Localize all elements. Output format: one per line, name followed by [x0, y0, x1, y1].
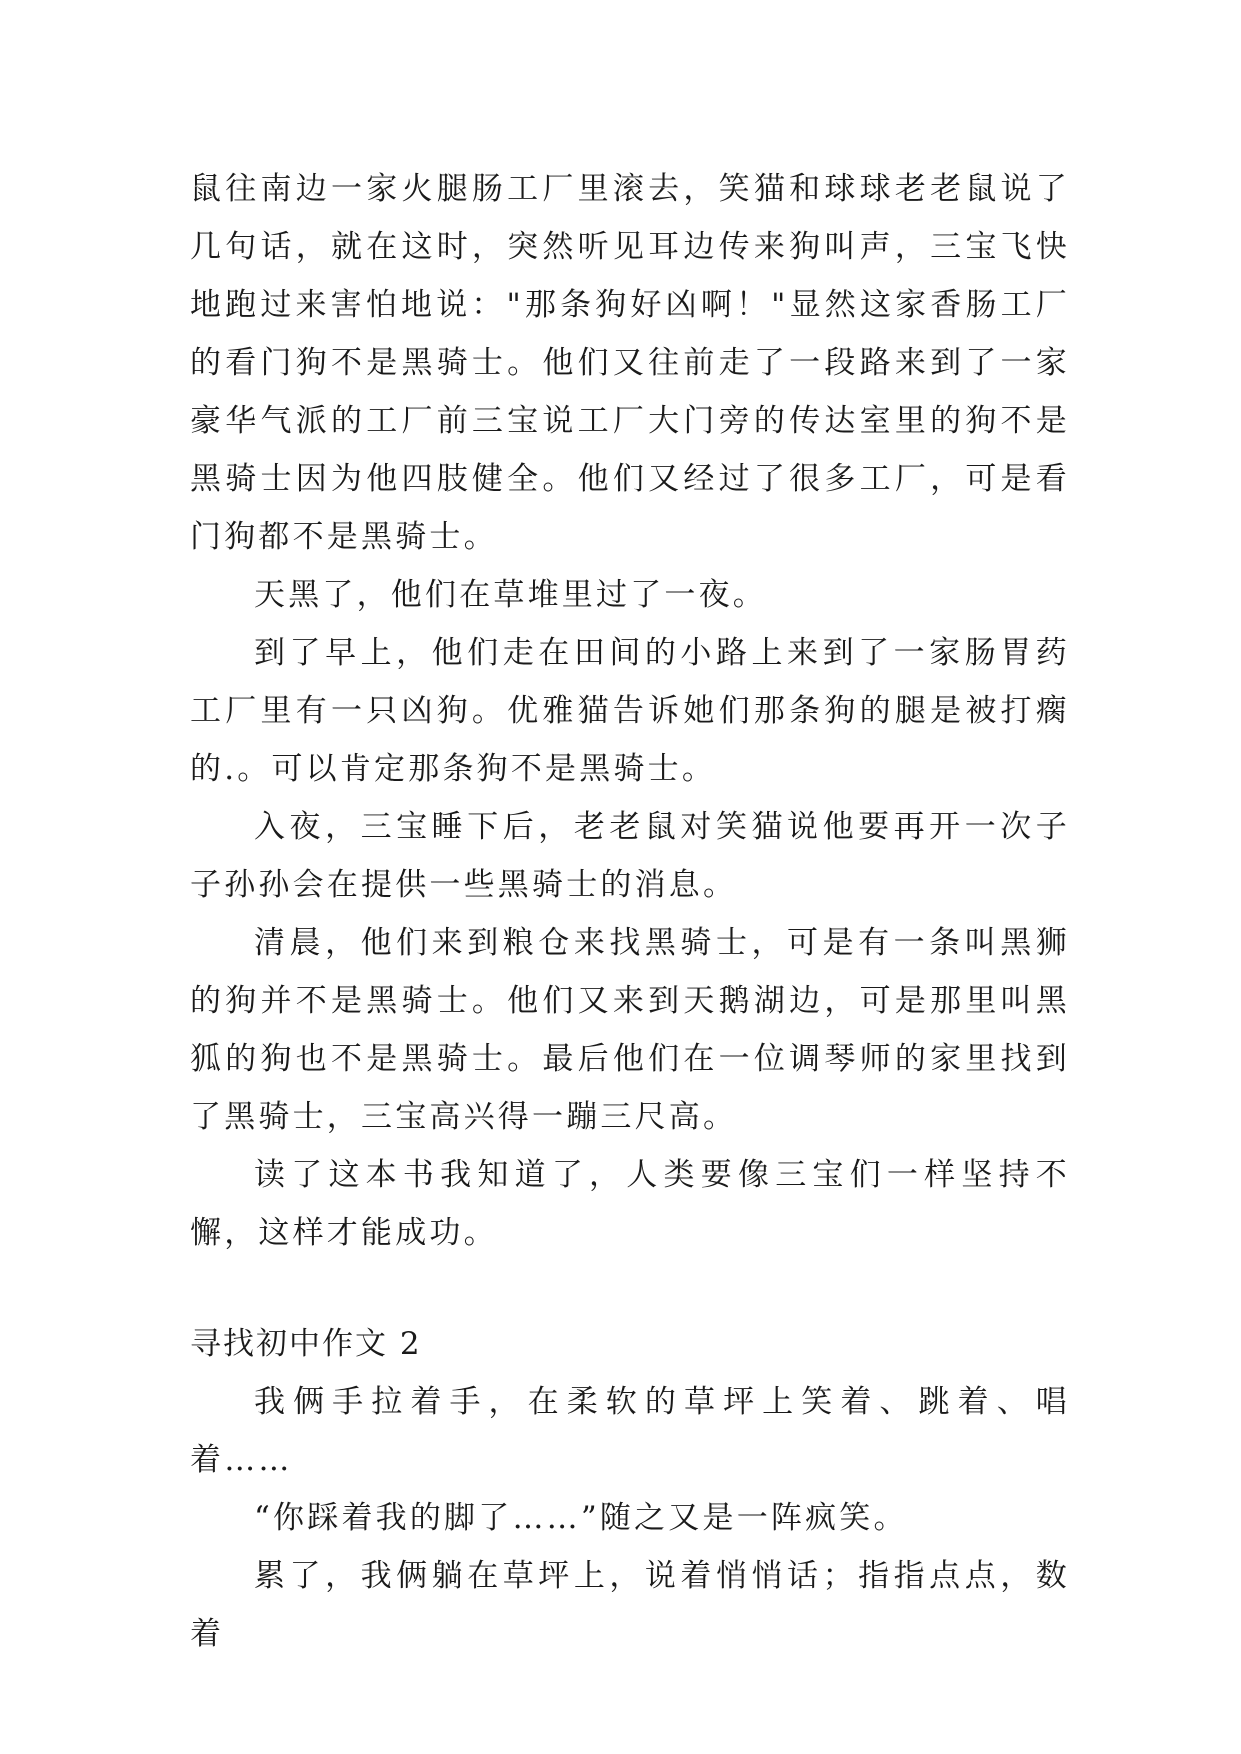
- paragraph: 入夜，三宝睡下后，老老鼠对笑猫说他要再开一次子子孙孙会在提供一些黑骑士的消息。: [190, 809, 1070, 903]
- paragraph: 累了，我俩躺在草坪上，说着悄悄话；指指点点，数着: [190, 1558, 1070, 1652]
- essay-part-two: [190, 1373, 1070, 1663]
- paragraph: 清晨，他们来到粮仓来找黑骑士，可是有一条叫黑狮的狗并不是黑骑士。他们又来到天鹅湖边，可是那里叫黑狐的狗也不是黑骑士。最后他们在一位调琴师的家里找到了黑骑士，三宝高兴得一蹦三尺高。: [190, 925, 1070, 1135]
- paragraph: 天黑了，他们在草堆里过了一夜。: [254, 577, 767, 613]
- paragraph: 鼠往南边一家火腿肠工厂里滚去，笑猫和球球老老鼠说了几句话，就在这时，突然听见耳边传来狗叫声，三宝飞快地跑过来害怕地说："那条狗好凶啊！"显然这家香肠工厂的看门狗不是黑骑士。他们又往前走了一段路来到了一家豪华气派的工厂前三宝说工厂大门旁的传达室里的狗不是黑骑士因为他四肢健全。他们又经过了很多工厂，可是看门狗都不是黑骑士。: [190, 171, 1070, 555]
- paragraph: 我俩手拉着手，在柔软的草坪上笑着、跳着、唱着……: [190, 1384, 1070, 1478]
- essay-title: 寻找初中作文 2: [190, 1326, 422, 1362]
- paragraph: 读了这本书我知道了，人类要像三宝们一样坚持不懈，这样才能成功。: [190, 1157, 1070, 1251]
- paragraph: 到了早上，他们走在田间的小路上来到了一家肠胃药工厂里有一只凶狗。优雅猫告诉她们那条狗的腿是被打瘸的.。可以肯定那条狗不是黑骑士。: [190, 635, 1070, 787]
- essay-part-one: [190, 160, 1070, 1262]
- paragraph: “你踩着我的脚了……”随之又是一阵疯笑。: [254, 1500, 908, 1536]
